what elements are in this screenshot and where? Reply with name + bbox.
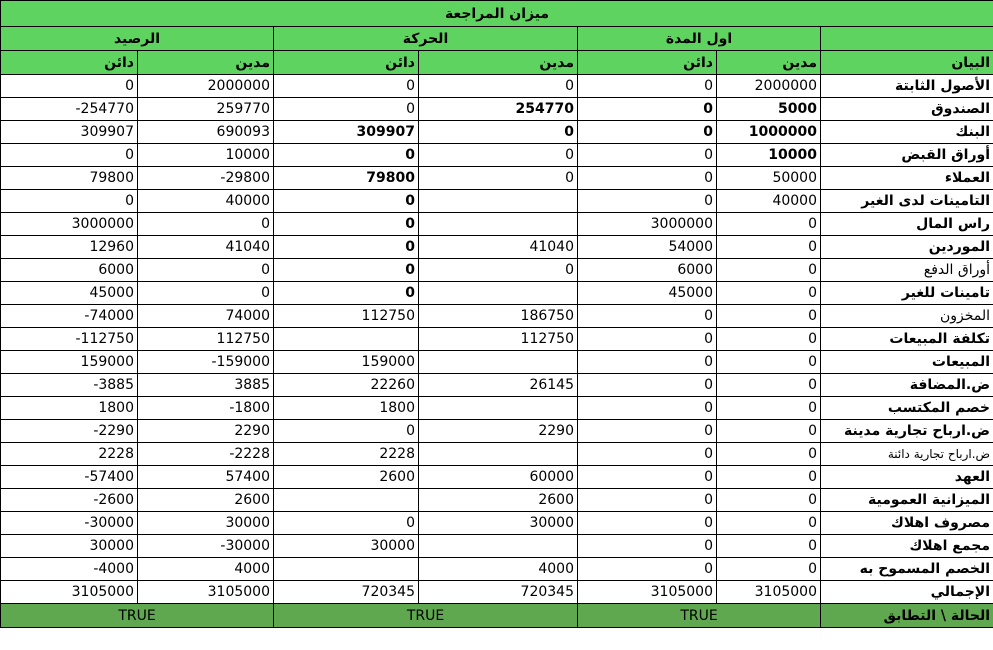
balance-debit-cell[interactable]: 3105000 <box>138 581 274 604</box>
opening-credit-cell[interactable]: 0 <box>578 374 717 397</box>
balance-credit-cell[interactable]: 30000 <box>1 535 138 558</box>
row-label[interactable]: تكلفة المبيعات <box>821 328 993 351</box>
row-label[interactable]: الصندوق <box>821 98 993 121</box>
opening-credit-cell[interactable]: 0 <box>578 328 717 351</box>
table-row <box>1 512 993 535</box>
opening-debit-cell[interactable]: 0 <box>717 236 821 259</box>
movement-group-header: الحركة <box>274 27 578 51</box>
movement-debit-header: مدين <box>419 51 578 75</box>
balance-debit-cell[interactable]: -29800 <box>138 167 274 190</box>
movement-credit-cell[interactable]: 0 <box>274 282 419 305</box>
opening-debit-cell[interactable]: 5000 <box>717 98 821 121</box>
table-row <box>1 374 993 397</box>
balance-debit-cell[interactable]: 3885 <box>138 374 274 397</box>
balance-credit-cell[interactable]: 45000 <box>1 282 138 305</box>
opening-credit-cell[interactable]: 0 <box>578 535 717 558</box>
balance-credit-cell[interactable]: 0 <box>1 190 138 213</box>
movement-debit-cell[interactable]: 254770 <box>419 98 578 121</box>
balance-credit-cell[interactable]: 79800 <box>1 167 138 190</box>
row-label[interactable]: أوراق القبض <box>821 144 993 167</box>
row-label[interactable]: مجمع اهلاك <box>821 535 993 558</box>
movement-debit-cell[interactable]: 0 <box>419 121 578 144</box>
opening-credit-cell[interactable]: 0 <box>578 98 717 121</box>
opening-debit-cell[interactable]: 50000 <box>717 167 821 190</box>
movement-credit-cell[interactable]: 79800 <box>274 167 419 190</box>
balance-credit-cell[interactable]: 3000000 <box>1 213 138 236</box>
row-label[interactable]: مصروف اهلاك <box>821 512 993 535</box>
movement-debit-cell[interactable] <box>419 282 578 305</box>
movement-debit-cell[interactable]: 60000 <box>419 466 578 489</box>
table-row <box>1 466 993 489</box>
movement-debit-cell[interactable] <box>419 351 578 374</box>
balance-credit-cell[interactable]: -254770 <box>1 98 138 121</box>
row-label[interactable]: الأصول الثابتة <box>821 75 993 98</box>
balance-group-header: الرصيد <box>1 27 274 51</box>
opening-debit-cell[interactable]: 0 <box>717 305 821 328</box>
row-label[interactable]: ض.ارباح تجارية دائنة <box>821 443 993 466</box>
table-row <box>1 397 993 420</box>
balance-credit-cell[interactable]: -4000 <box>1 558 138 581</box>
item-header: البيان <box>821 51 993 75</box>
balance-credit-cell[interactable]: 1800 <box>1 397 138 420</box>
table-row <box>1 535 993 558</box>
group-header-row <box>1 27 993 51</box>
group-header-blank <box>821 27 993 51</box>
balance-credit-cell[interactable]: -2290 <box>1 420 138 443</box>
balance-credit-cell[interactable]: -3885 <box>1 374 138 397</box>
balance-credit-cell[interactable]: 12960 <box>1 236 138 259</box>
table-row <box>1 489 993 512</box>
title-row <box>1 1 993 27</box>
row-label[interactable]: ض.ارباح تجارية مدينة <box>821 420 993 443</box>
balance-debit-header: مدين <box>138 51 274 75</box>
table-row <box>1 75 993 98</box>
movement-credit-cell[interactable]: 0 <box>274 75 419 98</box>
table-row <box>1 259 993 282</box>
balance-debit-cell[interactable]: 74000 <box>138 305 274 328</box>
table-row <box>1 328 993 351</box>
movement-credit-cell[interactable]: 22260 <box>274 374 419 397</box>
row-label[interactable]: المخزون <box>821 305 993 328</box>
opening-credit-cell[interactable]: 0 <box>578 420 717 443</box>
movement-credit-cell[interactable]: 112750 <box>274 305 419 328</box>
balance-credit-cell[interactable]: -30000 <box>1 512 138 535</box>
movement-debit-cell[interactable] <box>419 397 578 420</box>
movement-credit-cell[interactable]: 0 <box>274 98 419 121</box>
movement-debit-cell[interactable] <box>419 535 578 558</box>
table-row <box>1 144 993 167</box>
movement-debit-cell[interactable]: 720345 <box>419 581 578 604</box>
balance-debit-cell[interactable]: -2228 <box>138 443 274 466</box>
balance-debit-cell[interactable]: 0 <box>138 282 274 305</box>
row-label[interactable]: المبيعات <box>821 351 993 374</box>
opening-debit-cell[interactable]: 0 <box>717 466 821 489</box>
balance-debit-cell[interactable]: 30000 <box>138 512 274 535</box>
opening-credit-cell[interactable]: 0 <box>578 167 717 190</box>
balance-debit-cell[interactable]: -1800 <box>138 397 274 420</box>
table-row <box>1 420 993 443</box>
opening-credit-cell[interactable]: 0 <box>578 397 717 420</box>
opening-credit-header: دائن <box>578 51 717 75</box>
opening-debit-cell[interactable]: 1000000 <box>717 121 821 144</box>
opening-credit-cell[interactable]: 0 <box>578 305 717 328</box>
balance-debit-cell[interactable]: 2600 <box>138 489 274 512</box>
opening-credit-cell[interactable]: 54000 <box>578 236 717 259</box>
opening-credit-cell[interactable]: 6000 <box>578 259 717 282</box>
table-row <box>1 236 993 259</box>
opening-debit-cell[interactable]: 40000 <box>717 190 821 213</box>
opening-debit-cell[interactable]: 0 <box>717 535 821 558</box>
balance-credit-header: دائن <box>1 51 138 75</box>
balance-status-cell[interactable]: TRUE <box>1 604 274 628</box>
balance-credit-cell[interactable]: 2228 <box>1 443 138 466</box>
table-row <box>1 282 993 305</box>
opening-debit-cell[interactable]: 0 <box>717 282 821 305</box>
movement-credit-cell[interactable]: 159000 <box>274 351 419 374</box>
sheet-title: ميزان المراجعة <box>1 1 993 27</box>
row-label[interactable]: العملاء <box>821 167 993 190</box>
table-row <box>1 213 993 236</box>
movement-debit-cell[interactable] <box>419 190 578 213</box>
movement-debit-cell[interactable]: 0 <box>419 259 578 282</box>
opening-debit-header: مدين <box>717 51 821 75</box>
movement-credit-cell[interactable] <box>274 489 419 512</box>
balance-credit-cell[interactable]: -2600 <box>1 489 138 512</box>
movement-debit-cell[interactable]: 30000 <box>419 512 578 535</box>
balance-credit-cell[interactable]: -74000 <box>1 305 138 328</box>
movement-credit-cell[interactable]: 2228 <box>274 443 419 466</box>
balance-credit-cell[interactable]: 6000 <box>1 259 138 282</box>
table-row <box>1 98 993 121</box>
table-row <box>1 167 993 190</box>
table-row <box>1 351 993 374</box>
balance-debit-cell[interactable]: 112750 <box>138 328 274 351</box>
opening-credit-cell[interactable]: 45000 <box>578 282 717 305</box>
row-label[interactable]: الموردين <box>821 236 993 259</box>
balance-debit-cell[interactable]: 41040 <box>138 236 274 259</box>
opening-debit-cell[interactable]: 0 <box>717 351 821 374</box>
balance-debit-cell[interactable]: 690093 <box>138 121 274 144</box>
movement-debit-cell[interactable]: 4000 <box>419 558 578 581</box>
opening-credit-cell[interactable]: 3000000 <box>578 213 717 236</box>
status-label[interactable]: الحالة \ التطابق <box>821 604 993 628</box>
opening-debit-cell[interactable]: 0 <box>717 328 821 351</box>
row-label[interactable]: التامينات لدى الغير <box>821 190 993 213</box>
movement-credit-cell[interactable]: 720345 <box>274 581 419 604</box>
opening-credit-cell[interactable]: 0 <box>578 466 717 489</box>
opening-debit-cell[interactable]: 0 <box>717 397 821 420</box>
opening-credit-cell[interactable]: 0 <box>578 351 717 374</box>
movement-credit-cell[interactable]: 0 <box>274 190 419 213</box>
movement-debit-cell[interactable]: 26145 <box>419 374 578 397</box>
opening-debit-cell[interactable]: 3105000 <box>717 581 821 604</box>
movement-debit-cell[interactable]: 2290 <box>419 420 578 443</box>
opening-debit-cell[interactable]: 2000000 <box>717 75 821 98</box>
movement-credit-cell[interactable]: 0 <box>274 144 419 167</box>
movement-credit-header: دائن <box>274 51 419 75</box>
opening-debit-cell[interactable]: 0 <box>717 213 821 236</box>
table-row <box>1 190 993 213</box>
balance-debit-cell[interactable]: 259770 <box>138 98 274 121</box>
row-label[interactable]: راس المال <box>821 213 993 236</box>
balance-credit-cell[interactable]: 159000 <box>1 351 138 374</box>
movement-debit-cell[interactable]: 0 <box>419 167 578 190</box>
movement-debit-cell[interactable] <box>419 443 578 466</box>
balance-credit-cell[interactable]: -112750 <box>1 328 138 351</box>
balance-debit-cell[interactable]: -159000 <box>138 351 274 374</box>
balance-debit-cell[interactable]: 40000 <box>138 190 274 213</box>
row-label[interactable]: الإجمالي <box>821 581 993 604</box>
row-label[interactable]: تامينات للغير <box>821 282 993 305</box>
row-label[interactable]: خصم المكتسب <box>821 397 993 420</box>
opening-credit-cell[interactable]: 0 <box>578 190 717 213</box>
balance-debit-cell[interactable]: 2290 <box>138 420 274 443</box>
opening-debit-cell[interactable]: 0 <box>717 512 821 535</box>
movement-debit-cell[interactable]: 41040 <box>419 236 578 259</box>
movement-credit-cell[interactable]: 0 <box>274 512 419 535</box>
balance-debit-cell[interactable]: 4000 <box>138 558 274 581</box>
movement-credit-cell[interactable]: 1800 <box>274 397 419 420</box>
row-label[interactable]: العهد <box>821 466 993 489</box>
opening-debit-cell[interactable]: 0 <box>717 420 821 443</box>
table-row <box>1 305 993 328</box>
movement-credit-cell[interactable] <box>274 558 419 581</box>
opening-group-header: اول المدة <box>578 27 821 51</box>
opening-debit-cell[interactable]: 10000 <box>717 144 821 167</box>
row-label[interactable]: أوراق الدفع <box>821 259 993 282</box>
opening-debit-cell[interactable]: 0 <box>717 259 821 282</box>
movement-debit-cell[interactable]: 112750 <box>419 328 578 351</box>
sub-header-row <box>1 51 993 75</box>
balance-debit-cell[interactable]: 2000000 <box>138 75 274 98</box>
row-label[interactable]: الخصم المسموح به <box>821 558 993 581</box>
balance-debit-cell[interactable]: 10000 <box>138 144 274 167</box>
movement-debit-cell[interactable]: 0 <box>419 75 578 98</box>
opening-credit-cell[interactable]: 0 <box>578 144 717 167</box>
table-row <box>1 558 993 581</box>
balance-debit-cell[interactable]: -30000 <box>138 535 274 558</box>
movement-debit-cell[interactable] <box>419 213 578 236</box>
balance-debit-cell[interactable]: 57400 <box>138 466 274 489</box>
balance-credit-cell[interactable]: -57400 <box>1 466 138 489</box>
movement-credit-cell[interactable]: 0 <box>274 236 419 259</box>
balance-credit-cell[interactable]: 309907 <box>1 121 138 144</box>
movement-credit-cell[interactable]: 0 <box>274 213 419 236</box>
status-row <box>1 604 993 628</box>
movement-credit-cell[interactable]: 30000 <box>274 535 419 558</box>
balance-debit-cell[interactable]: 0 <box>138 259 274 282</box>
opening-credit-cell[interactable]: 0 <box>578 489 717 512</box>
movement-debit-cell[interactable]: 186750 <box>419 305 578 328</box>
opening-status-cell[interactable]: TRUE <box>578 604 821 628</box>
balance-credit-cell[interactable]: 0 <box>1 144 138 167</box>
opening-debit-cell[interactable]: 0 <box>717 558 821 581</box>
opening-credit-cell[interactable]: 0 <box>578 558 717 581</box>
opening-credit-cell[interactable]: 0 <box>578 512 717 535</box>
balance-debit-cell[interactable]: 0 <box>138 213 274 236</box>
movement-credit-cell[interactable]: 0 <box>274 420 419 443</box>
total-row <box>1 581 993 604</box>
balance-credit-cell[interactable]: 3105000 <box>1 581 138 604</box>
row-label[interactable]: البنك <box>821 121 993 144</box>
movement-status-cell[interactable]: TRUE <box>274 604 578 628</box>
opening-credit-cell[interactable]: 0 <box>578 121 717 144</box>
row-label[interactable]: ض.المضافة <box>821 374 993 397</box>
row-label[interactable]: الميزانية العمومية <box>821 489 993 512</box>
movement-credit-cell[interactable]: 309907 <box>274 121 419 144</box>
opening-credit-cell[interactable]: 0 <box>578 75 717 98</box>
opening-debit-cell[interactable]: 0 <box>717 443 821 466</box>
table-row <box>1 443 993 466</box>
table-row <box>1 121 993 144</box>
movement-debit-cell[interactable]: 2600 <box>419 489 578 512</box>
opening-credit-cell[interactable]: 3105000 <box>578 581 717 604</box>
balance-credit-cell[interactable]: 0 <box>1 75 138 98</box>
opening-credit-cell[interactable]: 0 <box>578 443 717 466</box>
movement-credit-cell[interactable]: 2600 <box>274 466 419 489</box>
opening-debit-cell[interactable]: 0 <box>717 374 821 397</box>
movement-debit-cell[interactable]: 0 <box>419 144 578 167</box>
movement-credit-cell[interactable] <box>274 328 419 351</box>
opening-debit-cell[interactable]: 0 <box>717 489 821 512</box>
movement-credit-cell[interactable]: 0 <box>274 259 419 282</box>
